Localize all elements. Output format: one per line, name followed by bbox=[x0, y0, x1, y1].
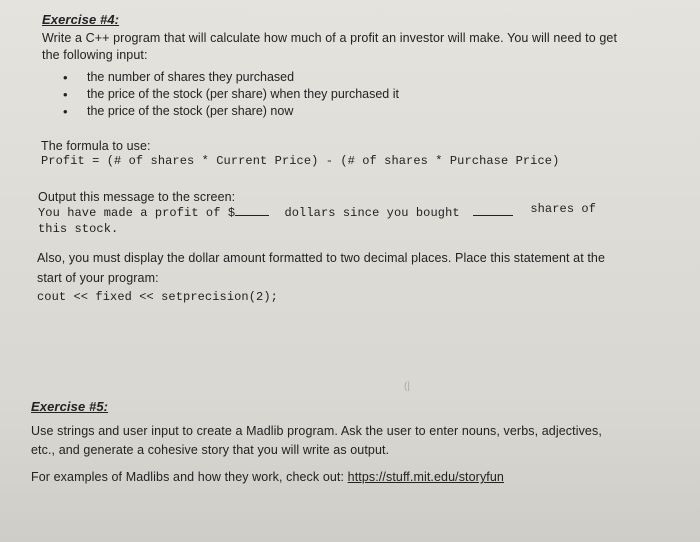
output-message-line-2: this stock. bbox=[38, 222, 119, 236]
bullet-icon: • bbox=[63, 87, 68, 102]
also-line-1: Also, you must display the dollar amount formatted to two decimal places. Place this statement at the bbox=[37, 251, 606, 265]
exercise-5-line-2: etc., and generate a cohesive story that you will write as output. bbox=[31, 443, 390, 457]
stray-mark: (| bbox=[404, 381, 410, 392]
exercise-4-intro-line-2: the following input: bbox=[42, 48, 148, 62]
output-part-3: shares of bbox=[530, 202, 597, 216]
examples-text: For examples of Madlibs and how they work, check out: bbox=[31, 470, 348, 484]
list-item bbox=[63, 69, 399, 86]
list-item-text: the price of the stock (per share) when they purchased it bbox=[87, 87, 399, 101]
list-item bbox=[63, 103, 399, 120]
formula-code: Profit = (# of shares * Current Price) - (# of shares * Purchase Price) bbox=[41, 154, 560, 168]
exercise-5-heading: Exercise #5: bbox=[31, 399, 109, 414]
exercise-4-heading: Exercise #4: bbox=[42, 12, 120, 27]
list-item-text: the number of shares they purchased bbox=[87, 70, 295, 84]
output-message-line-1 bbox=[38, 202, 597, 220]
output-part-2: dollars since you bought bbox=[284, 206, 460, 220]
madlibs-link[interactable]: https://stuff.mit.edu/storyfun bbox=[347, 470, 504, 484]
list-item-text: the price of the stock (per share) now bbox=[87, 104, 294, 118]
output-label: Output this message to the screen: bbox=[38, 190, 236, 204]
setprecision-code: cout << fixed << setprecision(2); bbox=[37, 290, 278, 304]
output-part-1: You have made a profit of $ bbox=[38, 206, 236, 220]
bullet-icon: • bbox=[63, 104, 68, 119]
exercise-4-intro-line-1: Write a C++ program that will calculate how much of a profit an investor will make. You will need to get bbox=[42, 31, 618, 45]
profit-blank bbox=[235, 205, 269, 216]
bullet-icon: • bbox=[63, 70, 68, 85]
examples-line bbox=[31, 470, 504, 484]
input-list bbox=[63, 69, 399, 120]
also-line-2: start of your program: bbox=[37, 271, 159, 285]
shares-blank bbox=[473, 205, 513, 216]
list-item bbox=[63, 86, 399, 103]
exercise-5-line-1: Use strings and user input to create a Madlib program. Ask the user to enter nouns, verbs, adjectives, bbox=[31, 424, 602, 438]
formula-label: The formula to use: bbox=[41, 139, 151, 153]
